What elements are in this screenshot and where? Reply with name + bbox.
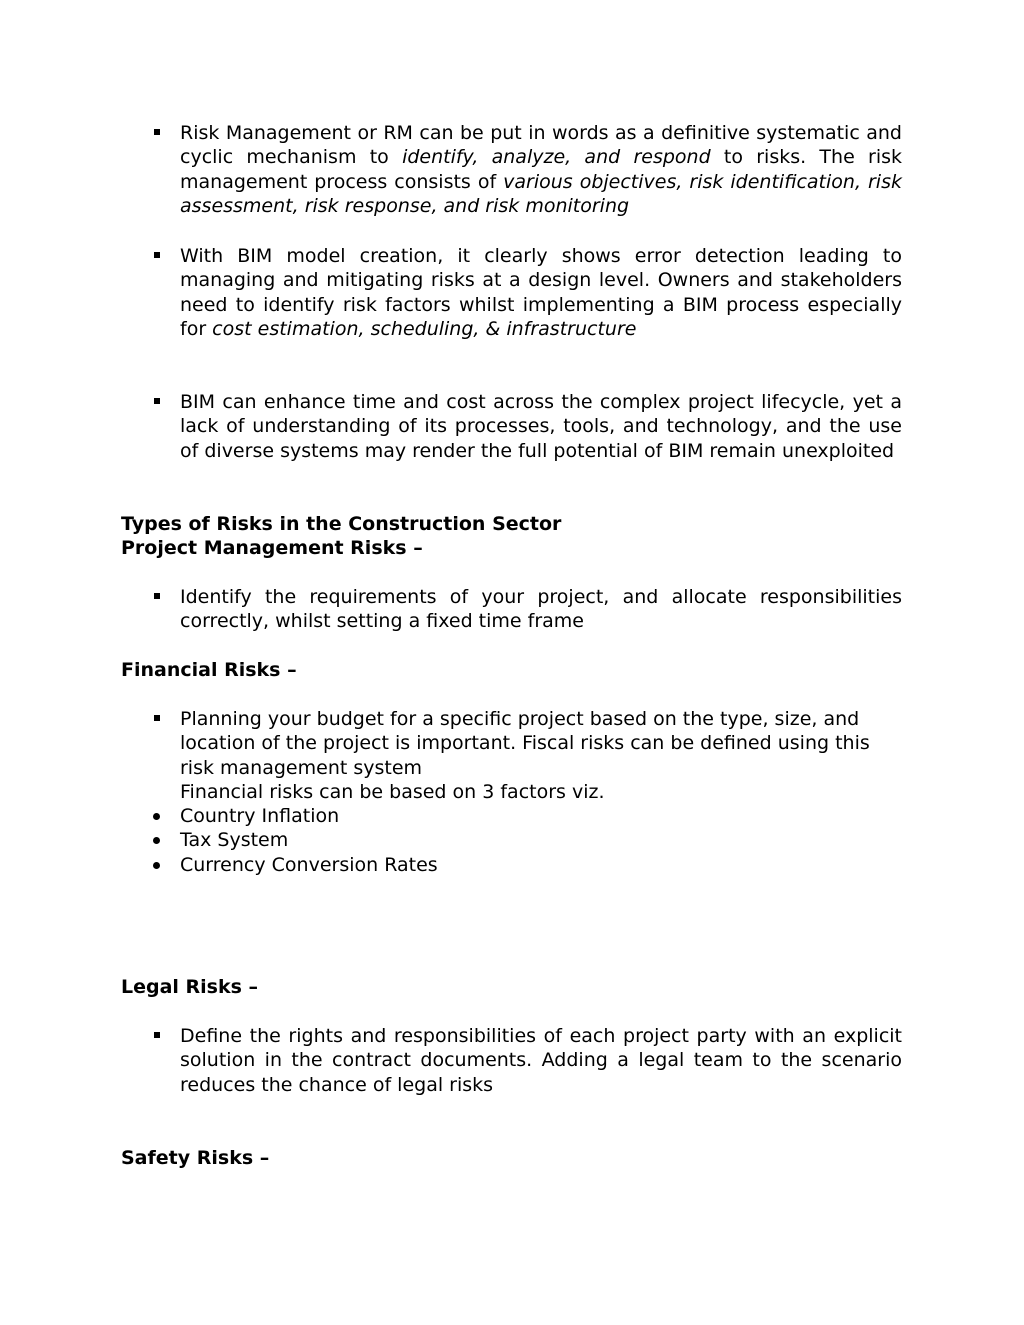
safety-heading: Safety Risks – xyxy=(121,1147,270,1169)
bullet-paragraph xyxy=(180,390,902,463)
square-bullet-icon xyxy=(154,1032,160,1038)
bullet-paragraph xyxy=(180,707,902,780)
square-bullet-icon xyxy=(154,715,160,721)
round-bullet-icon xyxy=(153,862,160,869)
bullet-text: Risk Management or RM can be put in words as a definitive systematic and cyclic mechanism to xyxy=(180,122,902,169)
round-bullet-icon xyxy=(153,837,160,844)
bullet-emphasis: various objectives, risk identification, risk assessment, risk response, and risk monitoring xyxy=(180,170,902,218)
bullet-text: Identify the requirements of your project, and allocate responsibilities correctly, whilst setting a fixed time frame xyxy=(180,586,902,633)
bullet-paragraph xyxy=(180,1024,902,1097)
square-bullet-icon xyxy=(154,593,160,599)
bullet-emphasis: cost estimation, scheduling, & infrastructure xyxy=(212,318,637,341)
bullet-paragraph xyxy=(180,121,902,219)
bullet-text: Define the rights and responsibilities of each project party with an explicit solution in the contract documents. Adding a legal team to the scenario reduces the chance of legal risks xyxy=(180,1025,902,1096)
factors-intro: Financial risks can be based on 3 factors viz. xyxy=(180,781,605,803)
section-title: Types of Risks in the Construction Sector xyxy=(121,513,562,535)
bullet-text: BIM can enhance time and cost across the complex project lifecycle, yet a lack of understanding of its processes, tools, and technology, and the use of diverse systems may render the full potential of BIM remain unexploited xyxy=(180,391,902,462)
legal-heading: Legal Risks – xyxy=(121,976,259,998)
bullet-paragraph xyxy=(180,244,902,342)
bullet-emphasis: identify, analyze, and respond xyxy=(402,146,711,169)
factor-item: Currency Conversion Rates xyxy=(180,854,438,876)
factor-item: Country Inflation xyxy=(180,805,340,827)
factor-item: Tax System xyxy=(180,829,289,851)
bullet-text: With BIM model creation, it clearly shows error detection leading to managing and mitigating risks at a design level. Owners and stakeholders need to identify risk factors whilst implementing a BIM process especially for xyxy=(180,245,902,341)
bullet-text: to risks. The risk management process consists of xyxy=(180,146,903,193)
square-bullet-icon xyxy=(154,252,160,258)
round-bullet-icon xyxy=(153,813,160,820)
bullet-text: Planning your budget for a specific project based on the type, size, and location of the project is important. Fiscal risks can be defined using this risk management system xyxy=(180,708,870,779)
financial-heading: Financial Risks – xyxy=(121,659,297,681)
project-management-heading: Project Management Risks – xyxy=(121,537,423,559)
square-bullet-icon xyxy=(154,129,160,135)
square-bullet-icon xyxy=(154,398,160,404)
bullet-paragraph xyxy=(180,585,902,634)
